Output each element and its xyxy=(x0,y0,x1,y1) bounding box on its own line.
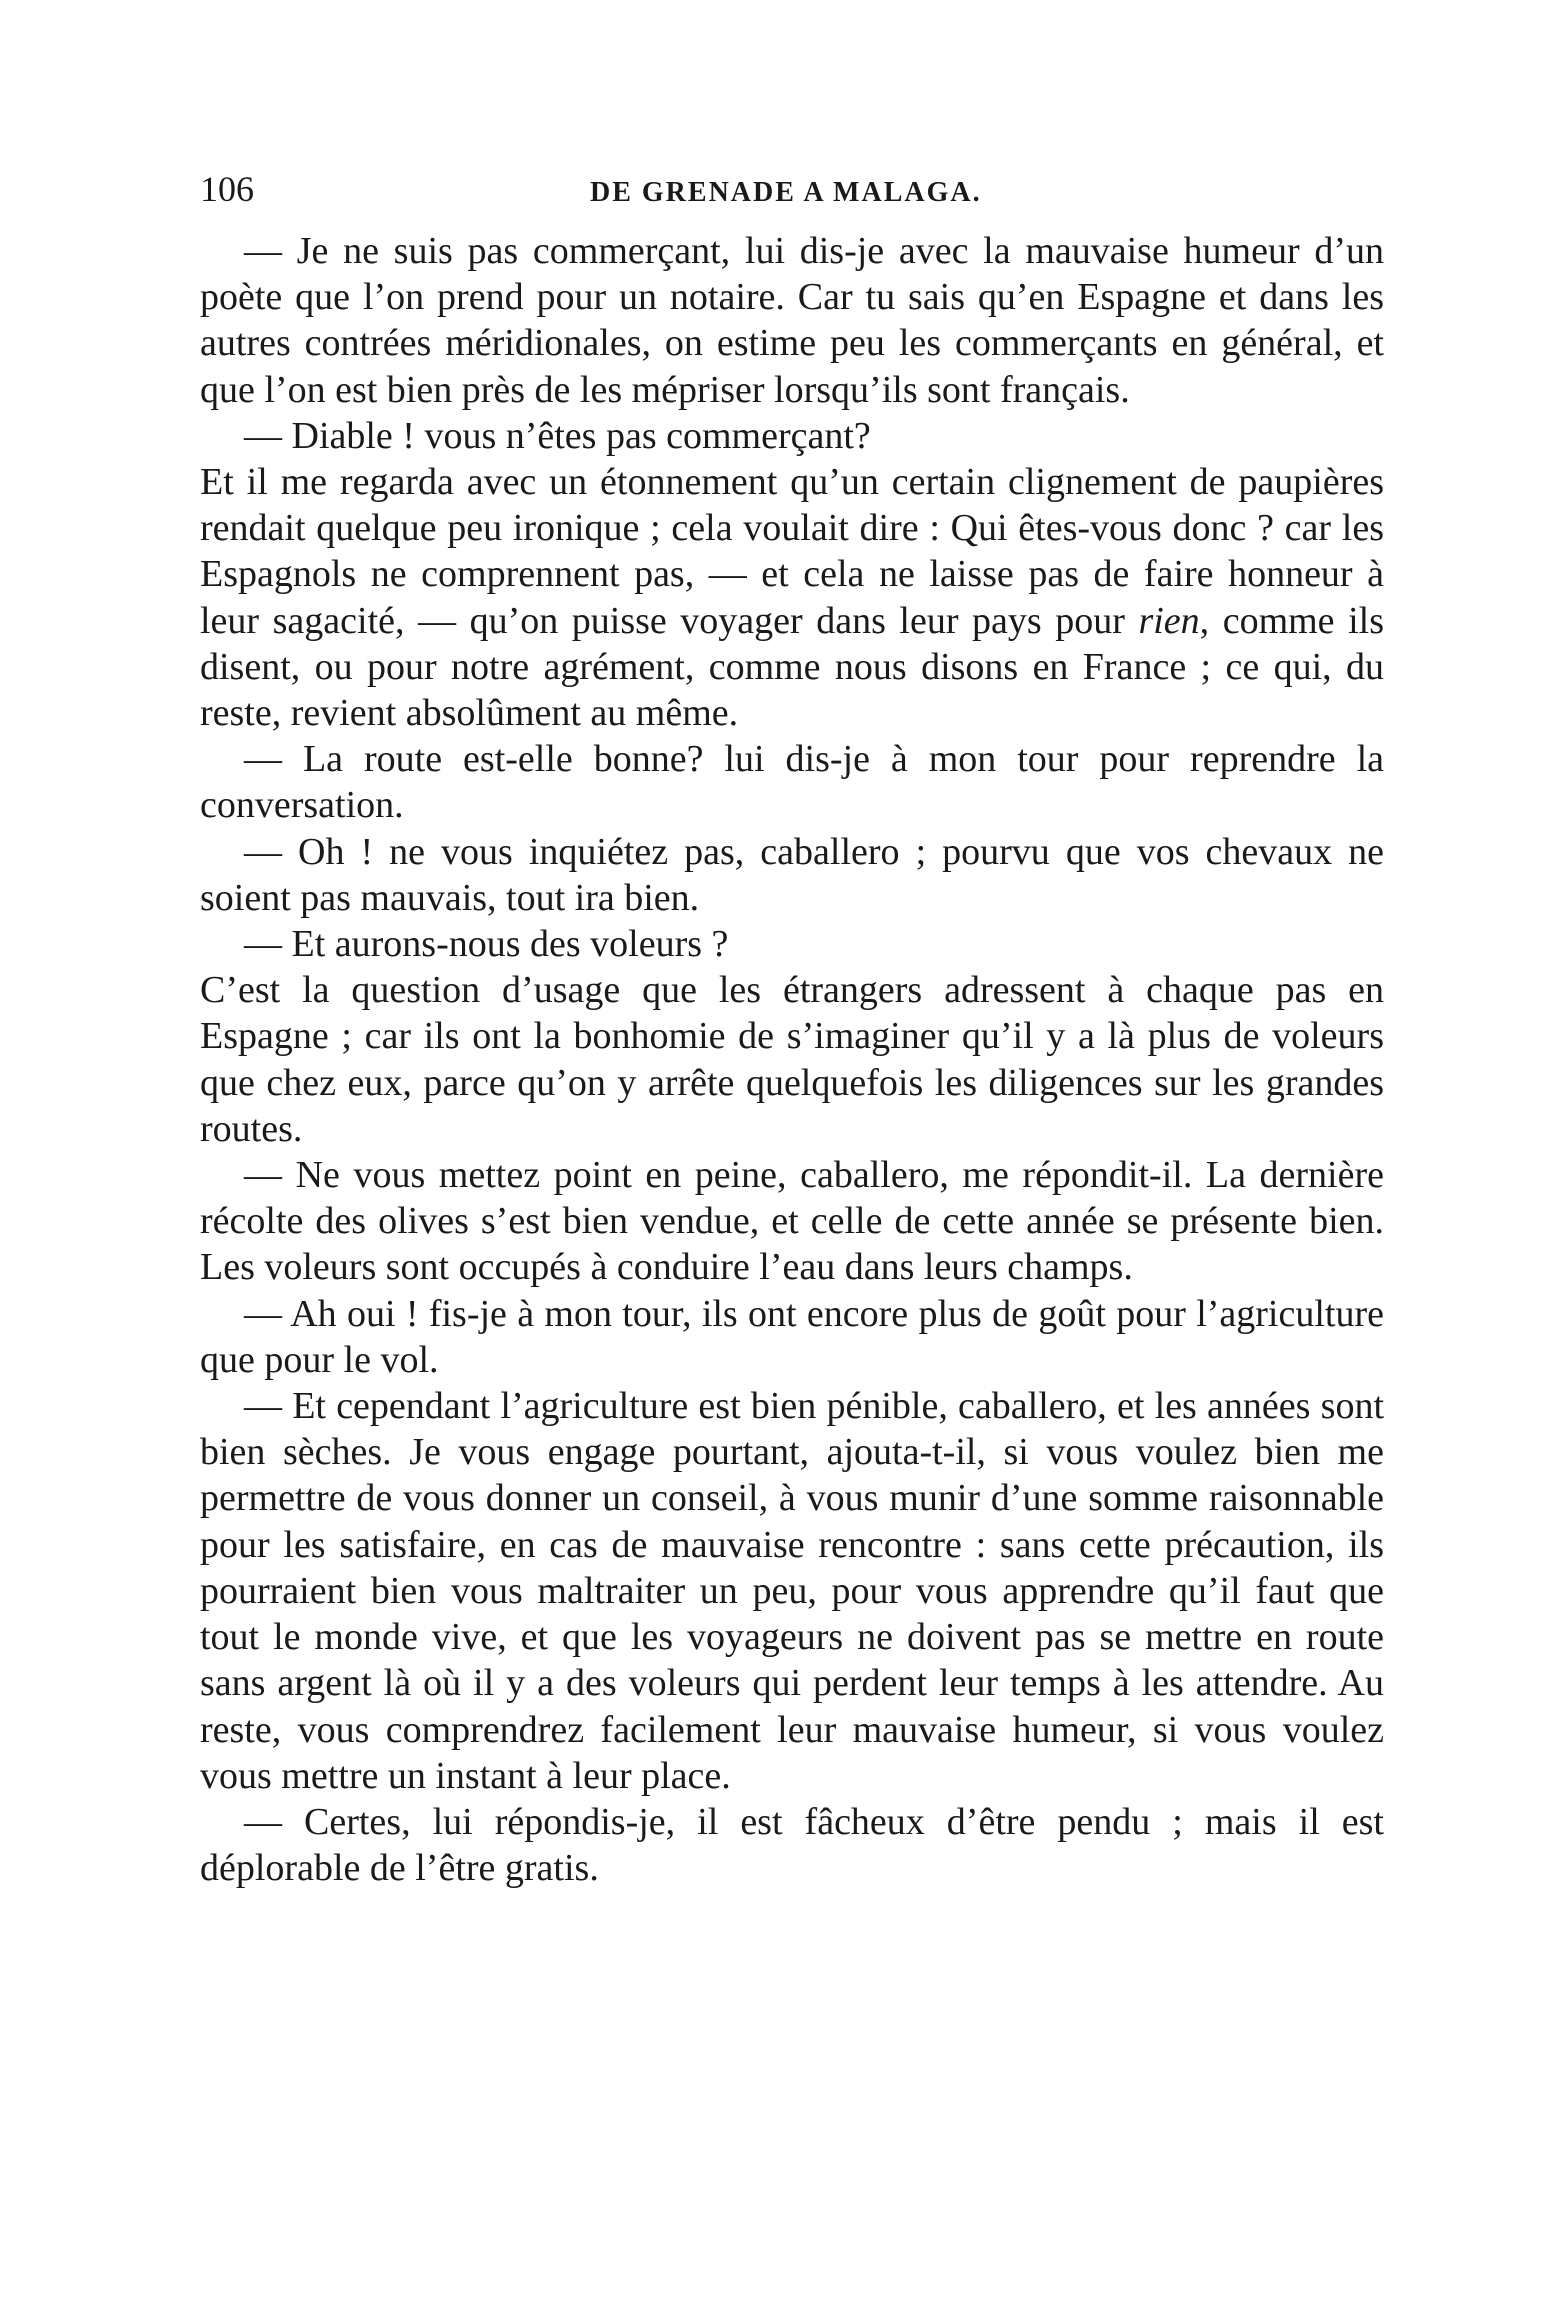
paragraph: — Je ne suis pas commerçant, lui dis-je avec la mauvaise humeur d’un poète que l’on prend pour un notaire. Car tu sais qu’en Espagne et dans les autres contrées méridionales, on estime peu les commerçants en général, et que l’on est bien près de les mépriser lorsqu’ils sont français. xyxy=(200,230,1384,411)
italic-word: rien xyxy=(1138,599,1200,642)
paragraph: — La route est-elle bonne? lui dis-je à mon tour pour reprendre la conversation. xyxy=(200,738,1384,827)
paragraph: — Oh ! ne vous inquiétez pas, caballero ; pourvu que vos chevaux ne soient pas mauvais, tout ira bien. xyxy=(200,830,1384,919)
paragraph: — Et aurons-nous des voleurs ? xyxy=(244,923,729,966)
paragraph: C’est la question d’usage que les étrangers adressent à chaque pas en Espagne ; car ils ont la bonhomie de s’imaginer qu’il y a là plus de voleurs que chez eux, parce qu’on y arrête quelquefois les diligences sur les grandes routes. xyxy=(200,969,1384,1150)
paragraph-segment: , comme ils disent, ou pour notre agrément, comme nous disons en France ; ce qui, du reste, revient absolûment au même. xyxy=(200,599,1384,735)
paragraph: — Ah oui ! fis-je à mon tour, ils ont encore plus de goût pour l’agriculture que pour le vol. xyxy=(200,1292,1384,1381)
page-header xyxy=(200,168,1384,228)
running-title: DE GRENADE A MALAGA. xyxy=(590,177,982,208)
paragraph xyxy=(200,459,1384,736)
book-page xyxy=(200,168,1384,1891)
paragraph-segment: Et il me regarda avec un étonnement qu’un certain clignement de paupières rendait quelque peu ironique ; cela voulait dire : Qui êtes-vous donc ? car les Espagnols ne comprennent pas, — et cela ne laisse pas de faire honneur à leur sagacité, — qu’on puisse voyager dans leur pays pour xyxy=(200,461,1384,642)
paragraph: — Ne vous mettez point en peine, caballero, me répondit-il. La dernière récolte des olives s’est bien vendue, et celle de cette année se présente bien. Les voleurs sont occupés à conduire l’eau dans leurs champs. xyxy=(200,1154,1384,1289)
paragraph: — Diable ! vous n’êtes pas commerçant? xyxy=(244,414,871,457)
paragraph: — Et cependant l’agriculture est bien pénible, caballero, et les années sont bien sèches. Je vous engage pourtant, ajouta-t-il, si vous voulez bien me permettre de vous donner un conseil, à vous munir d’une somme raisonnable pour les satisfaire, en cas de mauvaise rencontre : sans cette précaution, ils pourraient bien vous maltraiter un peu, pour vous apprendre qu’il faut que tout le monde vive, et que les voyageurs ne doivent pas se mettre en route sans argent là où il y a des voleurs qui perdent leur temps à les attendre. Au reste, vous comprendrez facilement leur mauvaise humeur, si vous voulez vous mettre un instant à leur place. xyxy=(200,1385,1384,1797)
body-text xyxy=(200,228,1384,1891)
page-number: 106 xyxy=(200,169,254,209)
paragraph: — Certes, lui répondis-je, il est fâcheux d’être pendu ; mais il est déplorable de l’être gratis. xyxy=(200,1800,1384,1890)
